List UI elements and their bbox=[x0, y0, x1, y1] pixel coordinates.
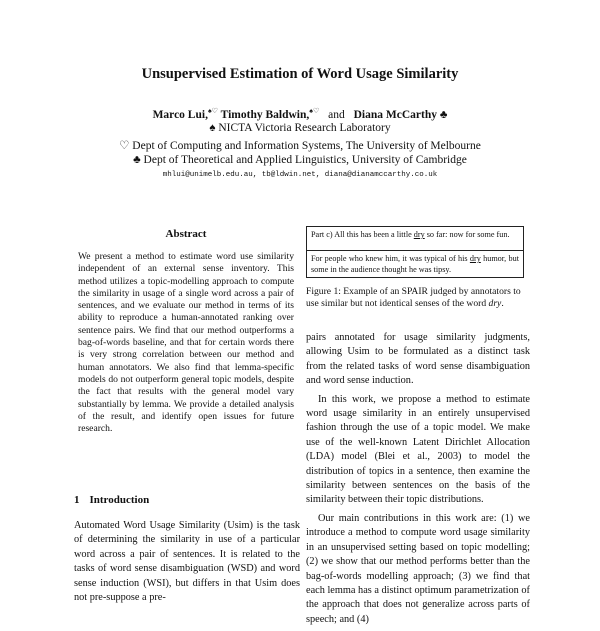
example-text: so far: now for some fun. bbox=[424, 230, 510, 239]
affiliation-text: NICTA Victoria Research Laboratory bbox=[218, 122, 391, 134]
target-word: dry bbox=[469, 254, 481, 263]
abstract-heading: Abstract bbox=[165, 228, 207, 240]
affiliation-mark: ♡ bbox=[119, 140, 130, 152]
section-number: 1 bbox=[74, 494, 80, 506]
author-name: Timothy Baldwin, bbox=[220, 108, 310, 121]
paragraph: pairs annotated for usage similarity judgments, allowing Usim to be formulated as a distinct task from the related tasks of word sense disambiguation and word sense induction. bbox=[306, 332, 530, 387]
author-name: Diana McCarthy bbox=[353, 108, 437, 121]
figure-example-sentence-2 bbox=[306, 251, 524, 278]
author-name: Marco Lui, bbox=[152, 108, 208, 121]
caption-word: dry bbox=[488, 298, 502, 310]
section-title: Introduction bbox=[89, 494, 150, 506]
affiliation-mark: ♠ bbox=[209, 122, 216, 134]
author-list bbox=[0, 106, 600, 121]
author-emails: mhlui@unimelb.edu.au, tb@ldwin.net, diana@dianamccarthy.co.uk bbox=[162, 171, 438, 179]
affiliation bbox=[0, 138, 600, 152]
author-affiliation-marks: ♠♡ bbox=[207, 107, 218, 115]
paper-title: Unsupervised Estimation of Word Usage Similarity bbox=[141, 66, 459, 82]
affiliation bbox=[0, 154, 600, 166]
author-affiliation-marks: ♠♡ bbox=[309, 107, 320, 115]
author-affiliation-marks: ♣ bbox=[439, 108, 448, 121]
affiliation-text: Dept of Theoretical and Applied Linguistics, University of Cambridge bbox=[143, 154, 467, 166]
example-text: For people who knew him, it was typical of his bbox=[311, 254, 470, 263]
example-text: Part c) All this has been a little bbox=[311, 230, 414, 239]
paragraph: In this work, we propose a method to estimate word usage similarity in an entirely unsupervised fashion through the use of a topic model. We make use of the well-known Latent Dirichlet Allocation (LDA) model (Blei et al., 2003) to model the distribution of topics in a sentence, then examine the similarity between sentences on the basis of the similarity between their topic distributions. bbox=[306, 393, 530, 506]
introduction-body: Automated Word Usage Similarity (Usim) is the task of determining the similarity in use of a particular word across a pair of sentences. It is related to the tasks of word sense disambiguation (WSD) and word sense induction (WSI), but differs in that Usim does not pre-suppose a pre- bbox=[74, 520, 300, 604]
affiliation-mark: ♣ bbox=[133, 154, 141, 166]
affiliation bbox=[0, 122, 600, 134]
example-text: humor, but some in the audience thought he was tipsy. bbox=[311, 254, 519, 274]
caption-text: Figure 1: Example of an SPAIR judged by annotators to use similar but not identical senses of the word bbox=[306, 286, 521, 310]
figure-caption bbox=[306, 286, 528, 311]
caption-end: . bbox=[501, 298, 504, 310]
affiliation-text: Dept of Computing and Information Systems, The University of Melbourne bbox=[132, 140, 481, 152]
paragraph: Our main contributions in this work are: (1) we introduce a method to compute word usage similarity in an unsupervised setting based on topic modelling; (2) we show that our method performs better than the bag-of-words modelling approach; (3) we find that each lemma has a distinct optimum parametrization of the approach that does not generalize across parts of speech; and (4) bbox=[306, 512, 530, 625]
author-conjunction: and bbox=[328, 108, 345, 121]
figure-example-sentence-1 bbox=[306, 226, 524, 251]
target-word: dry bbox=[413, 230, 425, 239]
section-heading-introduction bbox=[74, 494, 149, 506]
abstract-body: We present a method to estimate word use similarity independent of an external sense inventory. This method utilizes a topic-modelling approach to compute the similarity in usage of a single word across a pair of sentences, and we evaluate our method in terms of its ability to reproduce a human-annotated ranking over sentence pairs. We find that our method outperforms a bag-of-words baseline, and that for certain words there is very strong correlation between our method and human annotators. We also find that lemma-specific models do not outperform general topic models, despite the fact that results with the general model vary substantially by lemma. We provide a detailed analysis of the result, and identify open issues for future research. bbox=[78, 251, 294, 435]
right-column-body bbox=[306, 331, 530, 631]
